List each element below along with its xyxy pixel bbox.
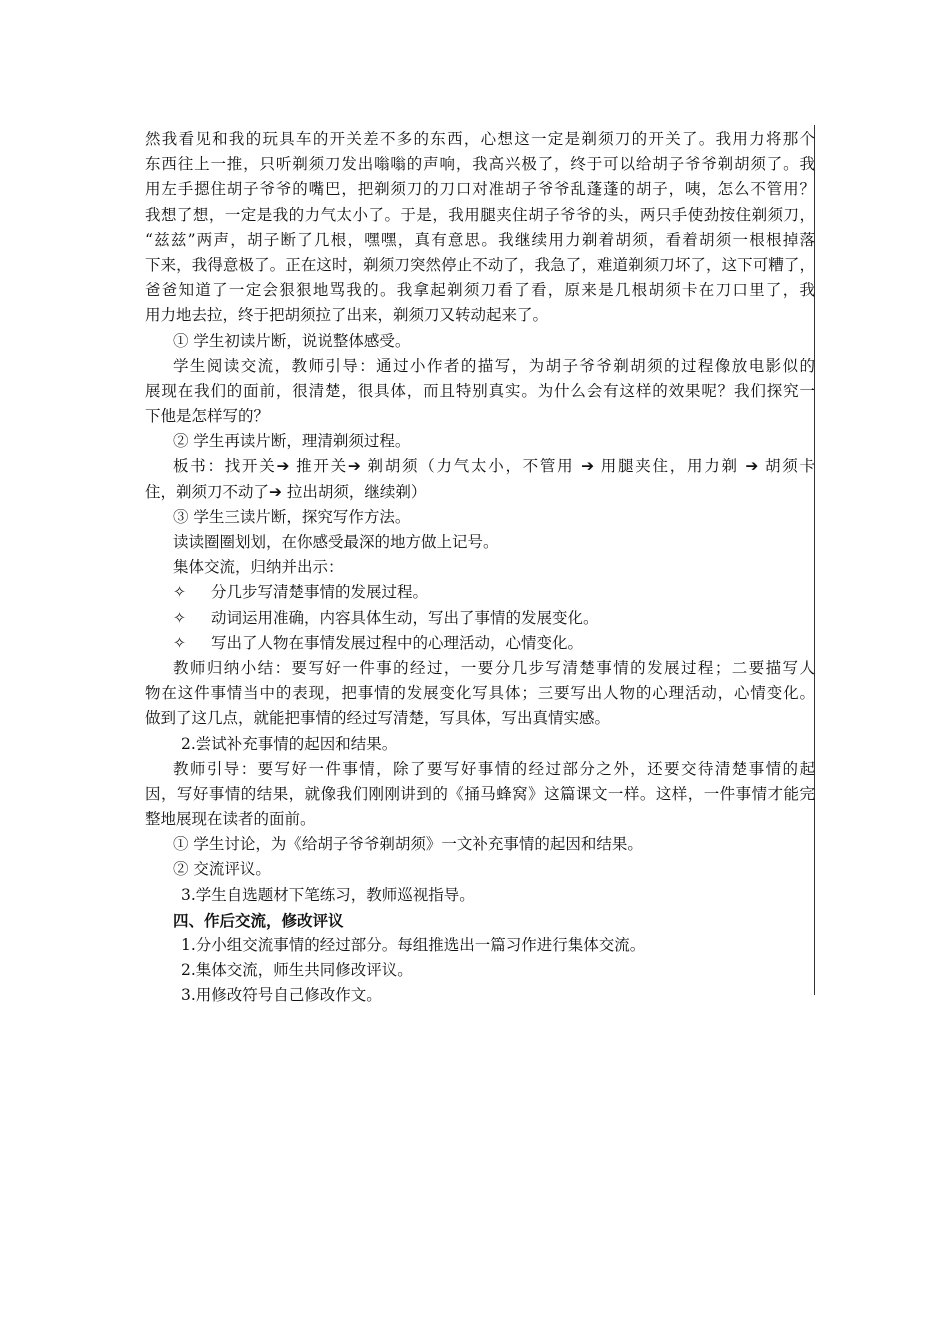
line-text: 做到了这几点，就能把事情的经过写清楚，写具体，写出真情实感。 xyxy=(145,709,611,728)
line-text: 我想了想，一定是我的力气太小了。于是，我用腿夹住胡子爷爷的头，两只手使劲按住剃须刀， xyxy=(145,205,815,224)
line-text: 1.分小组交流事情的经过部分。每组推选出一篇习作进行集体交流。 xyxy=(181,936,646,954)
line-text: 板书：找开关➔ 推开关➔ 剃胡须（力气太小，不管用 ➔ 用腿夹住，用力剃 ➔ 胡须卡 xyxy=(173,457,815,476)
text-line xyxy=(145,253,815,278)
text-line xyxy=(145,706,815,731)
text-line xyxy=(145,757,815,782)
text-line xyxy=(145,807,815,832)
text-line xyxy=(145,983,815,1008)
line-text: 写出了人物在事情发展过程中的心理活动，心情变化。 xyxy=(211,633,584,652)
line-text: 教师引导：要写好一件事情，除了要写好事情的经过部分之外，还要交待清楚事情的起 xyxy=(173,759,815,778)
line-text: 下来，我得意极了。正在这时，剃须刀突然停止不动了，我急了，难道剃须刀坏了，这下可糟了， xyxy=(145,255,815,274)
text-line xyxy=(145,832,815,857)
text-line xyxy=(145,681,815,706)
text-line xyxy=(145,631,815,656)
line-text: 因，写好事情的结果，就像我们刚刚讲到的《捅马蜂窝》这篇课文一样。这样，一件事情才能完 xyxy=(145,784,815,803)
text-line xyxy=(145,958,815,983)
line-text: 爸爸知道了一定会狠狠地骂我的。我拿起剃须刀看了看，原来是几根胡须卡在刀口里了，我 xyxy=(145,281,815,300)
text-line xyxy=(145,429,815,454)
line-text: 2.集体交流，师生共同修改评议。 xyxy=(181,961,413,980)
text-line xyxy=(145,203,815,228)
text-line xyxy=(145,303,815,328)
text-line xyxy=(145,883,815,908)
text-line xyxy=(145,908,815,933)
lesson-text xyxy=(145,127,815,1009)
text-line xyxy=(145,354,815,379)
line-text: 分几步写清楚事情的发展过程。 xyxy=(211,583,429,602)
text-line xyxy=(145,555,815,580)
diamond-bullet-icon: ✧ xyxy=(173,608,186,627)
text-line xyxy=(145,177,815,202)
line-text: 整地展现在读者的面前。 xyxy=(145,810,316,829)
line-text: 然我看见和我的玩具车的开关差不多的东西，心想这一定是剃须刀的开关了。我用力将那个 xyxy=(145,130,815,148)
text-line xyxy=(145,656,815,681)
line-text: 东西往上一推，只听剃须刀发出嗡嗡的声响，我高兴极了，终于可以给胡子爷爷剃胡须了。我 xyxy=(145,155,815,174)
line-text: 下他是怎样写的？ xyxy=(145,407,270,426)
line-text: 3.学生自选题材下笔练习，教师巡视指导。 xyxy=(181,885,475,904)
text-line xyxy=(145,782,815,807)
line-text: 教师归纳小结：要写好一件事的经过，一要分几步写清楚事情的发展过程；二要描写人 xyxy=(173,658,815,677)
line-text: ② 交流评议。 xyxy=(173,860,271,879)
text-line xyxy=(145,228,815,253)
line-text: ① 学生讨论，为《给胡子爷爷剃胡须》一文补充事情的起因和结果。 xyxy=(173,835,643,854)
line-text: 动词运用准确，内容具体生动，写出了事情的发展变化。 xyxy=(211,608,599,627)
line-text: 四、作后交流，修改评议 xyxy=(173,910,344,930)
text-line xyxy=(145,530,815,555)
line-text: 用左手摁住胡子爷爷的嘴巴，把剃须刀的刀口对准胡子爷爷乱蓬蓬的胡子，咦，怎么不管用？ xyxy=(145,180,815,199)
line-text: 展现在我们的面前，很清楚，很具体，而且特别真实。为什么会有这样的效果呢？我们探究一 xyxy=(145,381,815,400)
line-text: ③ 学生三读片断，探究写作方法。 xyxy=(173,507,411,526)
text-line xyxy=(145,454,815,479)
text-line xyxy=(145,606,815,631)
line-text: 物在这件事情当中的表现，把事情的发展变化写具体；三要写出人物的心理活动，心情变化。 xyxy=(145,684,815,703)
text-line xyxy=(145,580,815,605)
line-text: 住，剃须刀不动了➔ 拉出胡须，继续剃） xyxy=(145,482,427,501)
text-line xyxy=(145,329,815,354)
line-text: ② 学生再读片断，理清剃须过程。 xyxy=(173,432,411,451)
text-line xyxy=(145,127,815,152)
line-text: ① 学生初读片断，说说整体感受。 xyxy=(173,331,411,350)
line-text: 用力地去拉，终于把胡须拉了出来，剃须刀又转动起来了。 xyxy=(145,306,549,325)
text-line xyxy=(145,505,815,530)
text-line xyxy=(145,278,815,303)
text-line xyxy=(145,379,815,404)
text-line xyxy=(145,404,815,429)
line-text: 2.尝试补充事情的起因和结果。 xyxy=(181,734,398,753)
line-text: 集体交流，归纳并出示： xyxy=(173,558,344,577)
diamond-bullet-icon: ✧ xyxy=(173,633,186,652)
text-line xyxy=(145,480,815,505)
text-line xyxy=(145,732,815,757)
line-text: “兹兹”两声，胡子断了几根，嘿嘿，真有意思。我继续用力剃着胡须，看着胡须一根根掉落 xyxy=(145,230,815,249)
text-line xyxy=(145,933,815,958)
text-line xyxy=(145,857,815,882)
diamond-bullet-icon: ✧ xyxy=(173,583,186,602)
line-text: 学生阅读交流，教师引导：通过小作者的描写，为胡子爷爷剃胡须的过程像放电影似的 xyxy=(173,356,815,375)
line-text: 3.用修改符号自己修改作文。 xyxy=(181,986,382,1005)
text-line xyxy=(145,152,815,177)
line-text: 读读圈圈划划，在你感受最深的地方做上记号。 xyxy=(173,533,499,551)
